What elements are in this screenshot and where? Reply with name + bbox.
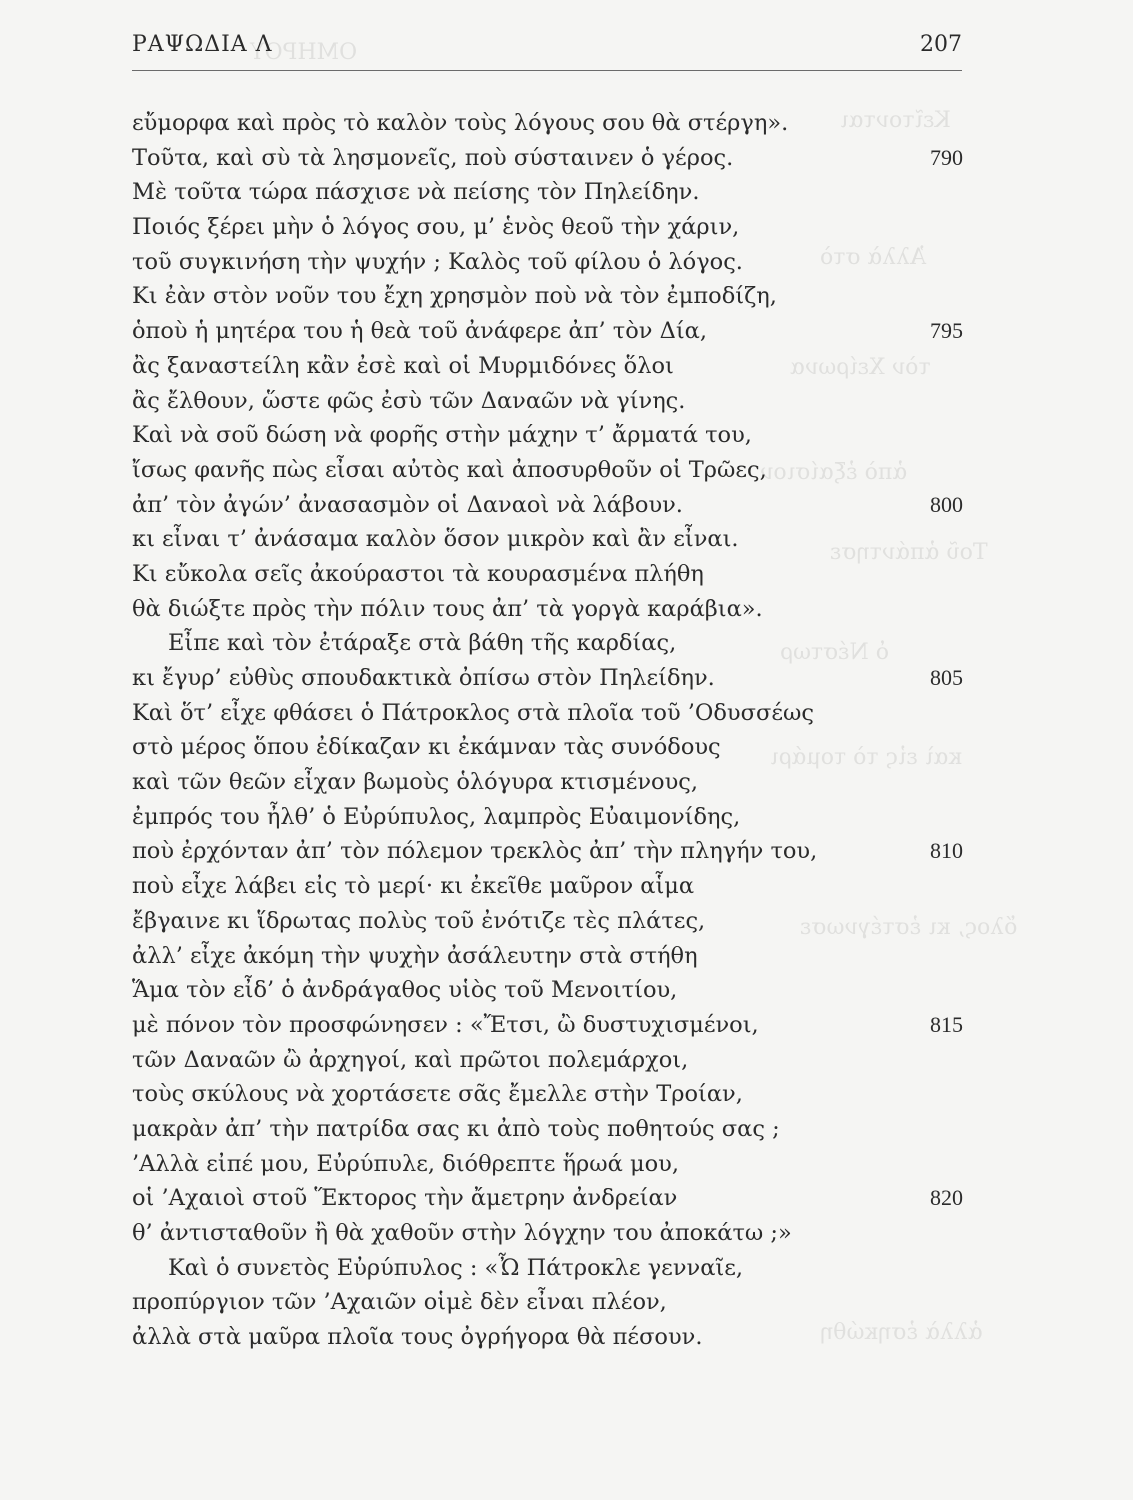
verse-line-text: ἴσως φανῆς πὼς εἶσαι αὐτὸς καὶ ἀποσυρθοῦν οἱ Τρῶες, <box>132 456 767 483</box>
line-number: 805 <box>930 665 963 690</box>
verse-line <box>132 488 963 523</box>
verse-line-text: Ποιός ξέρει μὴν ὁ λόγος σου, μ’ ἑνὸς θεοῦ τὴν χάριν, <box>132 214 740 241</box>
verse-line <box>132 1147 902 1182</box>
page-number: 207 <box>920 32 962 57</box>
verse-line-text: ’Αλλὰ εἰπέ μου, Εὐρύπυλε, διόθρεπτε ἥρωά μου, <box>132 1150 679 1177</box>
verse-line-text: θὰ διώξτε πρὸς τὴν πόλιν τους ἀπ’ τὰ γοργὰ καράβια». <box>132 595 763 622</box>
verse-line <box>132 939 902 974</box>
verse-line-text: θ’ ἀντισταθοῦν ἢ θὰ χαθοῦν στὴν λόγχην του ἀποκάτω ;» <box>132 1220 792 1246</box>
verse-line-text: Ἅμα τὸν εἶδ’ ὁ ἀνδράγαθος υἱὸς τοῦ Μενοιτίου, <box>132 977 678 1004</box>
verse-line-text: ποὺ εἶχε λάβει εἰς τὸ μερί· κι ἐκεῖθε μαῦρον αἷμα <box>132 873 695 900</box>
verse-line <box>132 869 902 904</box>
line-number: 820 <box>930 1185 963 1211</box>
verse-line <box>132 973 902 1008</box>
verse-line <box>132 592 902 627</box>
line-number: 800 <box>930 491 963 517</box>
verse-line-text: ποὺ ἐρχόνταν ἀπ’ τὸν πόλεμον τρεκλὸς ἀπ’ τὴν πληγήν του, <box>132 838 818 865</box>
verse-line <box>132 453 902 488</box>
verse-line <box>132 314 963 349</box>
verse-line-text: Καὶ νὰ σοῦ δώση νὰ φορῆς στὴν μάχην τ’ ἄρματά του, <box>132 422 752 449</box>
verse-line <box>132 696 902 731</box>
verse-line <box>132 626 902 661</box>
verse-line-text: ἔβγαινε κι ἵδρωτας πολὺς τοῦ ἐνότιζε τὲς πλάτες, <box>132 907 706 934</box>
verse-line-text: μὲ πόνον τὸν προσφώνησεν : «Ἔτσι, ὢ δυστυχισμένοι, <box>132 1011 759 1038</box>
verse-line-text: οἱ ’Αχαιοὶ στοῦ Ἕκτορος τὴν ἄμετρην ἀνδρείαν <box>132 1185 678 1212</box>
verse-line <box>132 1216 902 1251</box>
verse-line <box>132 1112 902 1147</box>
verse-text <box>132 106 963 1355</box>
verse-line-text: στὸ μέρος ὅπου ἐδίκαζαν κι ἐκάμναν τὰς συνόδους <box>132 734 721 761</box>
verse-line-text: εὔμορφα καὶ πρὸς τὸ καλὸν τοὺς λόγους σου θὰ στέργη». <box>132 110 789 136</box>
verse-line-text: ὁποὺ ἡ μητέρα του ἡ θεὰ τοῦ ἀνάφερε ἀπ’ τὸν Δία, <box>132 318 707 345</box>
verse-line-text: τοῦ συγκινήση τὴν ψυχήν ; Καλὸς τοῦ φίλου ὁ λόγος. <box>132 248 743 275</box>
verse-line-text: κι εἶναι τ’ ἀνάσαμα καλὸν ὅσον μικρὸν καὶ ἂν εἶναι. <box>132 526 739 553</box>
verse-line-text: ἀλλὰ στὰ μαῦρα πλοῖα τους ὀγρήγορα θὰ πέσουν. <box>132 1324 703 1351</box>
show-through-texture: ΟΜΗΡΟΥ Κεῖτονται Ἀλλὰ στὸ τὸν Χείρωνα ἀπὸ ἐξαίσιον Τοῦ ἀπάντησε ὁ Νέστωρ καὶ εἰς τὸ τομάρι ὅλος, κι ἐστέγνωσε ἀλλὰ ἐσηκώθη <box>250 40 1018 1345</box>
verse-line <box>132 522 902 557</box>
verse-line-text: προπύργιον τῶν ’Αχαιῶν οἱμὲ δὲν εἶναι πλέον, <box>132 1289 667 1316</box>
verse-line-text: μακρὰν ἀπ’ τὴν πατρίδα σας κι ἀπὸ τοὺς ποθητούς σας ; <box>132 1115 780 1142</box>
verse-line <box>132 418 902 453</box>
verse-line <box>132 800 902 835</box>
line-number: 790 <box>930 144 963 170</box>
verse-line-text: ἐμπρός του ἦλθ’ ὁ Εὐρύπυλος, λαμπρὸς Εὐαιμονίδης, <box>132 803 741 830</box>
verse-line <box>132 765 902 800</box>
verse-line <box>132 1285 902 1320</box>
verse-line-text: Καὶ ὁ συνετὸς Εὐρύπυλος : «Ὦ Πάτροκλε γενναῖε, <box>168 1254 744 1281</box>
verse-line <box>132 730 902 765</box>
verse-line-text: ἀλλ’ εἶχε ἀκόμη τὴν ψυχὴν ἀσάλευτην στὰ στήθη <box>132 942 698 969</box>
verse-line <box>132 279 902 314</box>
verse-line <box>132 834 963 869</box>
header-rule <box>132 70 962 71</box>
verse-line-text: ἀπ’ τὸν ἀγών’ ἀνασασμὸν οἱ Δαναοὶ νὰ λάβουν. <box>132 491 683 518</box>
verse-line <box>132 1008 963 1043</box>
verse-line <box>132 1077 902 1112</box>
verse-line-text: ἂς ἔλθουν, ὥστε φῶς ἐσὺ τῶν Δαναῶν νὰ γίνης. <box>132 387 686 414</box>
verse-line <box>132 661 963 696</box>
line-number: 815 <box>930 1011 963 1037</box>
verse-line-text: Εἶπε καὶ τὸν ἐτάραξε στὰ βάθη τῆς καρδίας, <box>168 630 677 657</box>
verse-line-text: Κι εὔκολα σεῖς ἀκούραστοι τὰ κουρασμένα πλήθη <box>132 560 704 587</box>
verse-line-text: κι ἔγυρ’ εὐθὺς σπουδακτικὰ ὀπίσω στὸν Πηλείδην. <box>132 665 715 691</box>
verse-line-text: Μὲ τοῦτα τώρα πάσχισε νὰ πείσης τὸν Πηλείδην. <box>132 179 700 206</box>
verse-line <box>132 210 902 245</box>
verse-line-text: Κι ἐὰν στὸν νοῦν του ἔχη χρησμὸν ποὺ νὰ τὸν ἐμποδίζη, <box>132 283 777 310</box>
running-header <box>132 32 962 72</box>
verse-line <box>132 349 902 384</box>
verse-line <box>132 106 902 141</box>
verse-line <box>132 1320 902 1355</box>
verse-line <box>132 175 902 210</box>
verse-line <box>132 1251 902 1286</box>
verse-line <box>132 1181 963 1216</box>
verse-line-text: τοὺς σκύλους νὰ χορτάσετε σᾶς ἔμελλε στὴν Τροίαν, <box>132 1081 743 1108</box>
verse-line <box>132 245 902 280</box>
verse-line <box>132 1043 902 1078</box>
verse-line-text: ἂς ξαναστείλη κἂν ἐσὲ καὶ οἱ Μυρμιδόνες ὅλοι <box>132 352 674 379</box>
line-number: 810 <box>930 838 963 864</box>
line-number: 795 <box>930 318 963 344</box>
verse-line-text: τῶν Δαναῶν ὢ ἀρχηγοί, καὶ πρῶτοι πολεμάρχοι, <box>132 1046 689 1073</box>
verse-line <box>132 384 902 419</box>
verse-line <box>132 904 902 939</box>
verse-line-text: καὶ τῶν θεῶν εἶχαν βωμοὺς ὁλόγυρα κτισμένους, <box>132 769 699 796</box>
verse-line-text: Τοῦτα, καὶ σὺ τὰ λησμονεῖς, ποὺ σύσταινεν ὁ γέρος. <box>132 144 734 171</box>
verse-line <box>132 141 963 176</box>
verse-line-text: Καὶ ὅτ’ εἶχε φθάσει ὁ Πάτροκλος στὰ πλοῖα τοῦ ’Οδυσσέως <box>132 699 814 726</box>
verse-line <box>132 557 902 592</box>
running-title: ΡΑΨΩΔΙΑ Λ <box>132 32 273 57</box>
